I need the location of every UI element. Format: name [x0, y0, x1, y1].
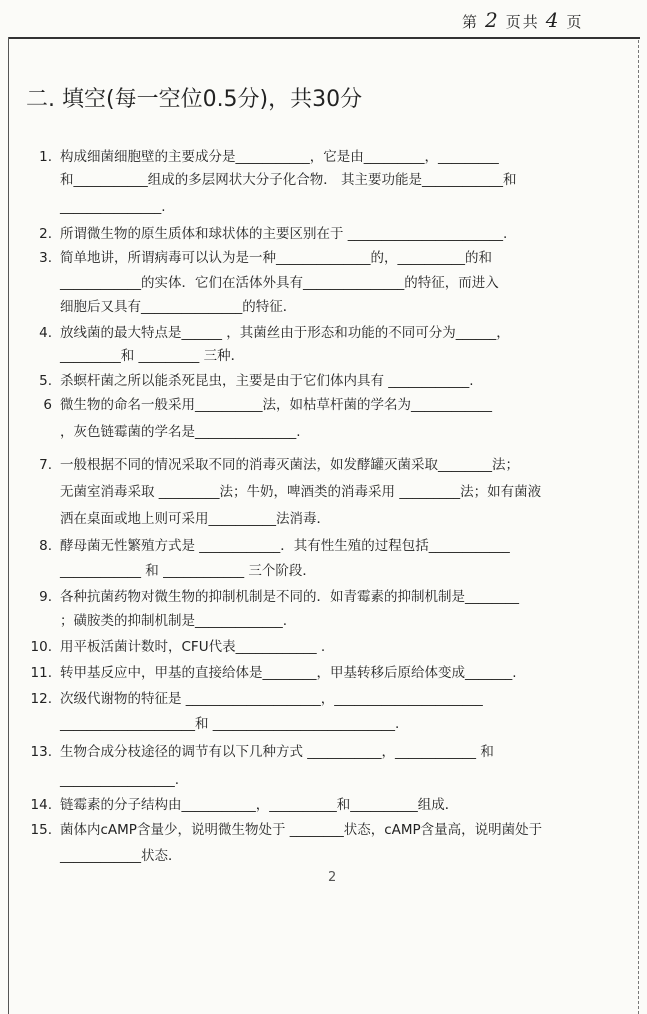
question-line: 链霉素的分子结构由___________，__________和__________组成． — [60, 797, 459, 813]
current-page: 2 — [485, 8, 500, 32]
question-line: _______________. — [60, 199, 166, 215]
question-line: 次级代谢物的特征是 ____________________，______________________ — [60, 691, 483, 707]
question-number: 3. — [39, 250, 52, 266]
question-number: 15. — [30, 822, 52, 838]
question-number: 10. — [30, 639, 52, 655]
question-line: 转甲基反应中，甲基的直接给体是________，甲基转移后原给体变成_______. — [60, 665, 517, 681]
question-line: ；磺胺类的抑制机制是_____________. — [60, 613, 288, 629]
page-prefix: 第 — [462, 13, 480, 31]
question-line: 简单地讲，所谓病毒可以认为是一种______________的，__________的和 — [60, 250, 492, 266]
frame-right-border — [638, 40, 639, 1014]
question-number: 12. — [30, 691, 52, 707]
question-line: ____________ 和 ____________ 三个阶段． — [60, 563, 316, 579]
page-number: 2 — [328, 870, 337, 885]
question-number: 13. — [30, 744, 52, 760]
question-number: 8. — [39, 538, 52, 554]
page-suffix: 页 — [566, 13, 584, 31]
question-line: 酵母菌无性繁殖方式是 ____________．其有性生殖的过程包括____________ — [60, 538, 510, 554]
question-line: _________和 _________ 三种． — [60, 348, 245, 364]
question-line: 生物合成分枝途径的调节有以下几种方式 ___________，____________ 和 — [60, 744, 494, 760]
question-number: 6 — [43, 397, 52, 413]
question-line: 洒在桌面或地上则可采用__________法消毒． — [60, 511, 330, 527]
page-indicator — [462, 8, 584, 32]
question-line: 用平板活菌计数时，CFU代表____________ . — [60, 639, 326, 655]
question-line: ，灰色链霉菌的学名是_______________. — [60, 424, 301, 440]
question-line: ____________________和 ___________________________. — [60, 716, 400, 732]
question-line: 杀螟杆菌之所以能杀死昆虫，主要是由于它们体内具有 ____________. — [60, 373, 474, 389]
question-line: 和___________组成的多层网状大分子化合物． 其主要功能是____________和 — [60, 172, 517, 188]
question-number: 5. — [39, 373, 52, 389]
question-number: 11. — [30, 665, 52, 681]
question-line: ____________的实体．它们在活体外具有_______________的特征，而进入 — [60, 275, 499, 291]
question-number: 4. — [39, 325, 52, 341]
question-line: 各种抗菌药物对微生物的抑制机制是不同的．如青霉素的抑制机制是________ — [60, 589, 519, 605]
question-line: 所谓微生物的原生质体和球状体的主要区别在于 _______________________. — [60, 226, 508, 242]
question-line: 微生物的命名一般采用__________法，如枯草杆菌的学名为____________ — [60, 397, 492, 413]
question-number: 9. — [39, 589, 52, 605]
frame-top-border — [8, 37, 640, 39]
question-number: 2. — [39, 226, 52, 242]
question-line: 菌体内cAMP含量少，说明微生物处于 ________状态，cAMP含量高，说明菌处于 — [60, 822, 543, 838]
question-line: 一般根据不同的情况采取不同的消毒灭菌法，如发酵罐灭菌采取________法； — [60, 457, 519, 473]
question-line: 细胞后又具有_______________的特征． — [60, 299, 297, 315]
question-line: 无菌室消毒采取 _________法；牛奶，啤酒类的消毒采用 _________法；如有菌液 — [60, 484, 542, 500]
question-number: 14. — [30, 797, 52, 813]
question-line: 构成细菌细胞壁的主要成分是___________，它是由_________，_________ — [60, 149, 499, 165]
question-number: 7. — [39, 457, 52, 473]
total-pages: 4 — [545, 8, 561, 32]
frame-left-border — [8, 37, 9, 1014]
question-number: 1. — [39, 149, 52, 165]
page-mid: 页共 — [505, 13, 540, 31]
question-line: _________________. — [60, 772, 180, 788]
question-line: ____________状态． — [60, 848, 182, 864]
question-line: 放线菌的最大特点是______ ，其菌丝由于形态和功能的不同可分为______， — [60, 325, 510, 341]
section-title: 二. 填空(每一空位0.5分)，共30分 — [26, 87, 363, 112]
